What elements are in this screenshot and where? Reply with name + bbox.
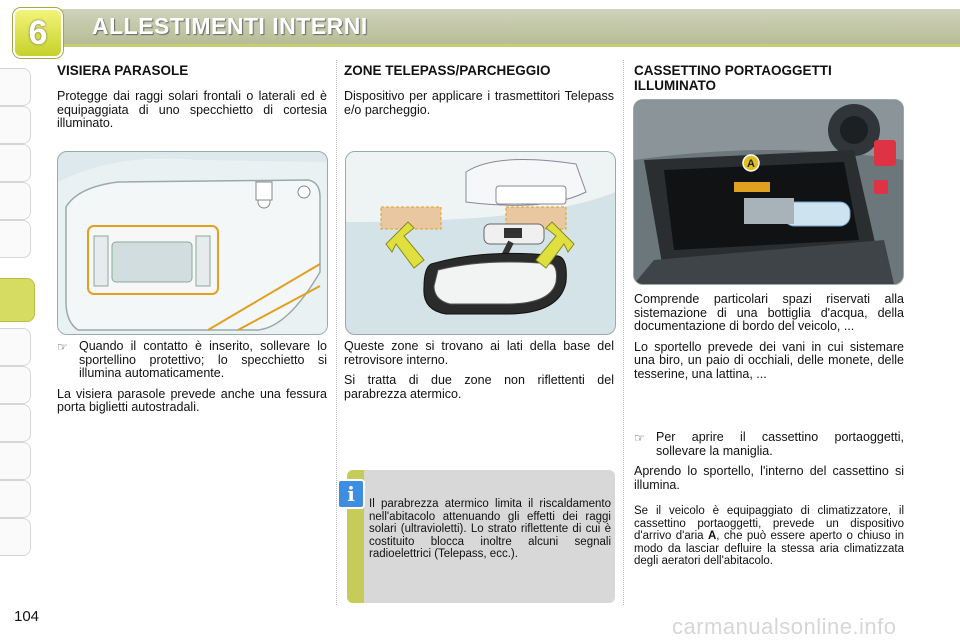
chapter-badge xyxy=(13,8,63,58)
chapter-tab[interactable] xyxy=(0,328,31,366)
column-divider xyxy=(336,60,337,605)
sun-visor-illustration xyxy=(57,151,328,335)
page-header xyxy=(0,0,960,52)
pointing-hand-icon: ☞ xyxy=(634,431,645,445)
chapter-tab[interactable] xyxy=(0,106,31,144)
chapter-tab[interactable] xyxy=(0,480,31,518)
telepass-intro: Dispositivo per applicare i trasmettitori Telepass e/o parcheggio. xyxy=(344,89,614,117)
telepass-details xyxy=(344,340,614,401)
section-sun-visor xyxy=(57,63,327,131)
watermark: carmanualsonline.info xyxy=(672,614,897,639)
pointing-hand-icon: ☞ xyxy=(57,340,68,354)
chapter-tab[interactable] xyxy=(0,68,31,106)
info-text: Il parabrezza atermico limita il riscaldamento nell'abitacolo attenuando gli effetti dei raggi solari (ultravioletti). Lo strato riflettente di cui è costituito blocca inoltre alcuni segnali radioelettrici (Telepass, ecc.). xyxy=(369,498,611,560)
glovebox-details xyxy=(634,293,904,381)
sun-visor-ticket-note: La visiera parasole prevede anche una fessura porta biglietti autostradali. xyxy=(57,386,327,414)
info-icon: i xyxy=(337,479,365,509)
sun-visor-instructions xyxy=(57,340,327,415)
glovebox-marker-label: A xyxy=(747,158,755,170)
chapter-tab[interactable] xyxy=(0,182,31,220)
chapter-tab[interactable] xyxy=(0,518,31,556)
header-underline xyxy=(60,44,960,47)
section-heading: CASSETTINO PORTAOGGETTI ILLUMINATO xyxy=(634,63,832,93)
chapter-tab-active[interactable] xyxy=(0,278,35,322)
glovebox-aircon-text xyxy=(634,505,904,568)
glovebox-light-note: Aprendo lo sportello, l'interno del cassettino si illumina. xyxy=(634,464,904,492)
chapter-number: 6 xyxy=(28,13,48,52)
sun-visor-drawing xyxy=(58,152,327,334)
chapter-tab-rail xyxy=(0,60,34,580)
chapter-tab[interactable] xyxy=(0,220,31,258)
mirror-drawing xyxy=(346,152,615,334)
telepass-location: Queste zone si trovano ai lati della base del retrovisore interno. xyxy=(344,339,614,367)
aircon-text-pre: Se il veicolo è equipaggiato di climatizzatore, il cassettino portaoggetti, prevede un dispositivo d'arrivo d'aria xyxy=(634,505,904,542)
bullet-item xyxy=(634,431,904,458)
chapter-tab[interactable] xyxy=(0,144,31,182)
glovebox-instructions xyxy=(634,431,904,492)
section-heading: ZONE TELEPASS/PARCHEGGIO xyxy=(344,63,551,78)
page-title: ALLESTIMENTI INTERNI xyxy=(92,13,368,39)
chapter-tab[interactable] xyxy=(0,404,31,442)
glovebox-illustration xyxy=(633,99,904,285)
sun-visor-intro: Protegge dai raggi solari frontali o laterali ed è equipaggiata di uno specchietto di cortesia illuminato. xyxy=(57,89,327,130)
bullet-text: Per aprire il cassettino portaoggetti, sollevare la maniglia. xyxy=(656,430,904,458)
section-glovebox xyxy=(634,63,904,93)
glovebox-drawing xyxy=(634,100,903,284)
aircon-text-post: , che può essere aperto o chiuso in modo da lasciar defluire la stessa aria climatizzata degli aeratori dell'abitacolo. xyxy=(634,530,904,567)
section-heading: VISIERA PARASOLE xyxy=(57,63,189,78)
chapter-tab[interactable] xyxy=(0,366,31,404)
chapter-tab[interactable] xyxy=(0,442,31,480)
bullet-item xyxy=(57,340,327,381)
glovebox-aircon-note xyxy=(634,505,904,568)
column-divider xyxy=(623,60,624,605)
mirror-illustration xyxy=(345,151,616,335)
telepass-zones-desc: Si tratta di due zone non riflettenti del parabrezza atermico. xyxy=(344,373,614,401)
bullet-text: Quando il contatto è inserito, sollevare lo sportellino protettivo; lo specchietto si illumina automaticamente. xyxy=(79,339,327,380)
glovebox-para2: Lo sportello prevede dei vani in cui sistemare una biro, un paio di occhiali, delle monete, delle tesserine, una lattina, ... xyxy=(634,339,904,381)
aircon-marker-ref: A xyxy=(707,530,717,542)
page-number: 104 xyxy=(14,608,40,625)
glovebox-para1: Comprende particolari spazi riservati alla sistemazione di una bottiglia d'acqua, della documentazione di bordo del veicolo, ... xyxy=(634,292,904,333)
section-telepass-zones xyxy=(344,63,614,117)
